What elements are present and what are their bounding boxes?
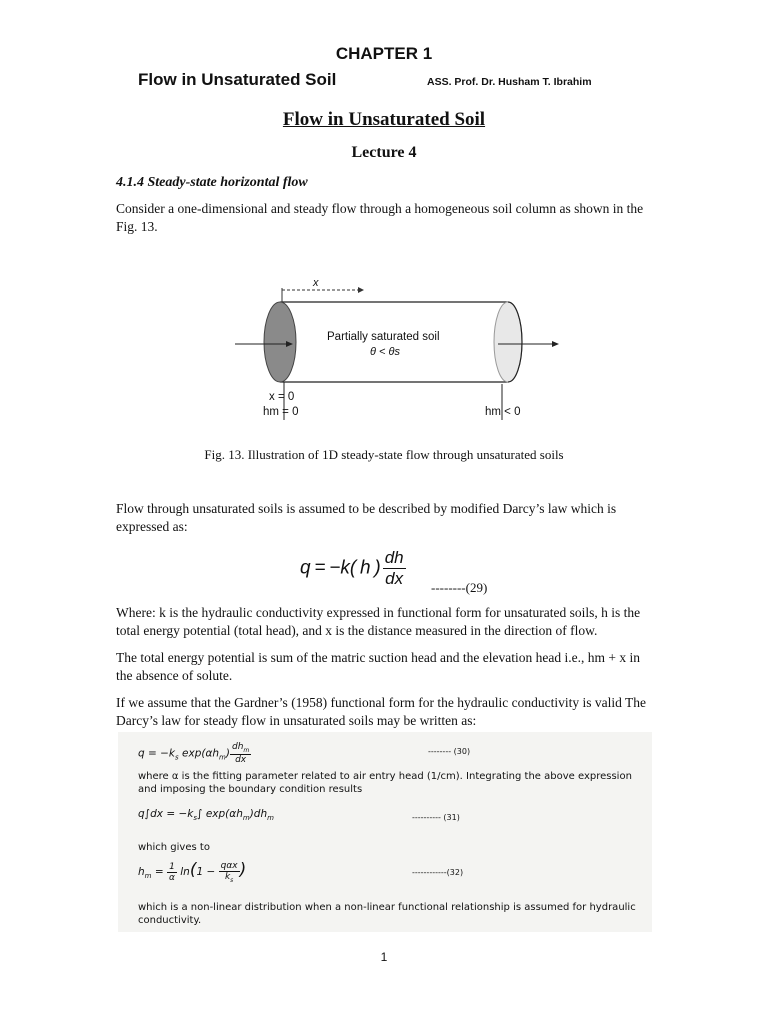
- figure-body-label: Partially saturated soil: [327, 331, 440, 343]
- potential-paragraph: The total energy potential is sum of the matric suction head and the elevation head i.e., hm + x in the absence of solute.: [116, 650, 640, 683]
- figure-left-x: x = 0: [269, 391, 295, 403]
- author-name: ASS. Prof. Dr. Husham T. Ibrahim: [427, 76, 592, 88]
- equation-30-label: -------- (30): [428, 747, 471, 756]
- figure-condition: θ < θs: [370, 346, 400, 358]
- lecture-number: Lecture 4: [351, 144, 417, 161]
- where-paragraph: Where: k is the hydraulic conductivity expressed in functional form for unsaturated soils, h is the total energy potential (total head), and x is the distance measured in the direction of flow.: [116, 605, 641, 638]
- page-number: 1: [380, 950, 388, 964]
- left-end-face: [264, 302, 296, 382]
- equation-32-label: ------------(32): [412, 868, 464, 877]
- equation-29: q = −k( h ) $\frac{dh}{dx}$: [300, 548, 404, 588]
- darcy-intro: Flow through unsaturated soils is assumed to be described by modified Darcy’s law which is expressed as:: [116, 501, 617, 534]
- equation-29-label: --------(29): [431, 580, 488, 595]
- running-title: Flow in Unsaturated Soil: [138, 70, 337, 89]
- lecture-title: Flow in Unsaturated Soil: [282, 109, 486, 130]
- equation-32: $h_m$ = $\frac{1}{\alpha}$ ln(1 − $\frac{\text{qαx}}{k_s}$ ): [138, 860, 247, 884]
- intro-paragraph: Consider a one-dimensional and steady flow through a homogeneous soil column as shown in the Fig. 13.: [116, 201, 644, 234]
- figure-right-h: hm < 0: [485, 406, 521, 418]
- x-arrow-head: [358, 287, 364, 293]
- equation-31-label: ---------- (31): [412, 813, 460, 822]
- gives-text: which gives to: [138, 842, 210, 853]
- equation-30: $q = -k_s$ $\exp(\alpha h_m)$ $\frac{dh_m}{dx}$: [138, 742, 250, 765]
- figure-caption: Fig. 13. Illustration of 1D steady-state flow through unsaturated soils: [204, 447, 564, 462]
- figure-x-label: x: [313, 277, 319, 289]
- alpha-paragraph: where α is the fitting parameter related to air entry head (1/cm). Integrating the above expression and imposing the boundary condition results: [138, 771, 632, 795]
- section-heading: 4.1.4 Steady-state horizontal flow: [116, 175, 308, 190]
- equation-31: $q\int dx = -k_s\int$ $\exp(\alpha h_m)dh_m$: [138, 808, 274, 823]
- gardner-paragraph: If we assume that the Gardner’s (1958) functional form for the hydraulic conductivity is valid The Darcy’s law for steady flow in unsaturated soils may be written as:: [116, 695, 646, 728]
- chapter-heading: CHAPTER 1: [335, 44, 433, 63]
- figure-left-h: hm = 0: [263, 406, 299, 418]
- nonlinear-paragraph: which is a non-linear distribution when a non-linear functional relationship is assumed for hydraulic conductivity.: [138, 902, 636, 926]
